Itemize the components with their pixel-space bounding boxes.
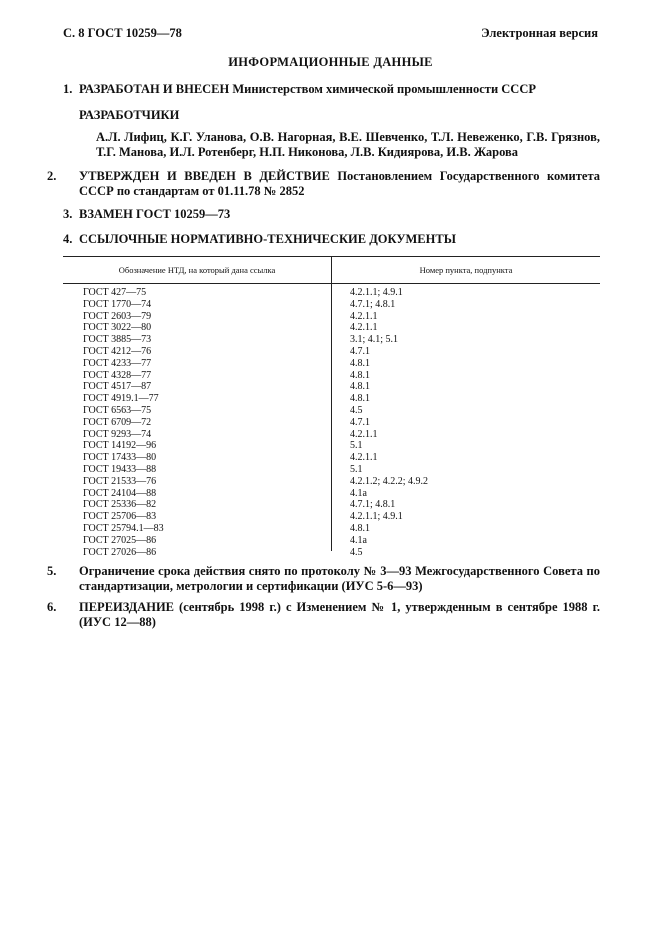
table-row bbox=[63, 311, 600, 323]
table-cell-document: ГОСТ 427—75 bbox=[83, 287, 147, 298]
table-row bbox=[63, 393, 600, 405]
page-header-right: Электронная версия bbox=[481, 26, 598, 40]
table-cell-clause: 5.1 bbox=[350, 440, 363, 452]
table-row bbox=[63, 287, 600, 299]
table-cell-document: ГОСТ 4212—76 bbox=[83, 345, 152, 357]
table-cell-clause: 5.1 bbox=[350, 463, 363, 475]
table-row bbox=[63, 322, 600, 334]
table-cell-clause: 4.8.1 bbox=[350, 522, 370, 534]
developers-heading-row bbox=[63, 108, 600, 123]
table-cell-document: ГОСТ 3885—73 bbox=[83, 334, 152, 346]
table-row bbox=[63, 381, 600, 393]
table-row bbox=[63, 523, 600, 535]
table-cell-clause: 4.7.1; 4.8.1 bbox=[350, 499, 396, 511]
table-cell-document: ГОСТ 27025—86 bbox=[83, 534, 157, 546]
table-cell-document: ГОСТ 2603—79 bbox=[83, 310, 152, 322]
table-cell-document: ГОСТ 4328—77 bbox=[83, 369, 152, 381]
item-3-heading: ВЗАМЕН ГОСТ 10259—73 bbox=[79, 207, 231, 221]
table-cell-document: ГОСТ 6563—75 bbox=[83, 404, 152, 416]
table-row bbox=[63, 488, 600, 500]
table-row bbox=[63, 499, 600, 511]
reference-table bbox=[63, 256, 600, 558]
table-row bbox=[63, 346, 600, 358]
item-1 bbox=[63, 82, 600, 97]
table-row bbox=[63, 358, 600, 370]
table-cell-document: ГОСТ 4919.1—77 bbox=[83, 393, 159, 405]
table-cell-document: ГОСТ 25336—82 bbox=[83, 499, 157, 511]
table-cell-document: ГОСТ 4233—77 bbox=[83, 357, 152, 369]
table-cell-clause: 4.2.1.1 bbox=[350, 452, 378, 464]
item-4-heading: ССЫЛОЧНЫЕ НОРМАТИВНО-ТЕХНИЧЕСКИЕ ДОКУМЕНТЫ bbox=[79, 232, 456, 246]
table-body bbox=[63, 287, 600, 558]
table-cell-clause: 4.2.1.1; 4.9.1 bbox=[350, 511, 403, 523]
table-cell-document: ГОСТ 25794.1—83 bbox=[83, 522, 164, 534]
table-cell-document: ГОСТ 19433—88 bbox=[83, 463, 157, 475]
item-2-text: Постановлением Государственного комитета СССР по стандартам от 01.11.78 № 2852 bbox=[79, 169, 600, 198]
table-cell-clause: 4.7.1 bbox=[350, 345, 370, 357]
page-header-left: С. 8 ГОСТ 10259—78 bbox=[63, 26, 182, 40]
table-cell-document: ГОСТ 25706—83 bbox=[83, 511, 157, 523]
item-5-text: Ограничение срока действия снято по протоколу № 3—93 Межгосударственного Совета по стандартизации, метрологии и сертификации (ИУС 5-6—93) bbox=[79, 564, 600, 593]
table-cell-clause: 4.5 bbox=[350, 404, 363, 416]
table-header-document: Обозначение НТД, на который дана ссылка bbox=[118, 265, 276, 275]
table-cell-document: ГОСТ 24104—88 bbox=[83, 487, 157, 499]
item-6 bbox=[47, 600, 600, 630]
table-cell-document: ГОСТ 9293—74 bbox=[83, 428, 152, 440]
table-cell-clause: 4.7.1; 4.8.1 bbox=[350, 298, 396, 310]
item-1-text: Министерством химической промышленности СССР bbox=[229, 82, 536, 96]
table-cell-clause: 4.2.1.1 bbox=[350, 428, 378, 440]
table-cell-clause: 4.2.1.2; 4.2.2; 4.9.2 bbox=[350, 475, 429, 487]
table-cell-clause: 4.1а bbox=[350, 487, 367, 499]
item-4 bbox=[63, 232, 600, 247]
table-row bbox=[63, 476, 600, 488]
item-6-number: 6. bbox=[47, 600, 57, 614]
item-5 bbox=[47, 564, 600, 594]
table-row bbox=[63, 370, 600, 382]
table-cell-clause: 4.8.1 bbox=[350, 393, 370, 405]
table-row bbox=[63, 464, 600, 476]
table-cell-clause: 3.1; 4.1; 5.1 bbox=[350, 334, 399, 346]
table-cell-document: ГОСТ 14192—96 bbox=[83, 440, 157, 452]
item-2 bbox=[47, 169, 600, 199]
developers-heading: РАЗРАБОТЧИКИ bbox=[79, 108, 180, 122]
table-row bbox=[63, 535, 600, 547]
table-row bbox=[63, 429, 600, 441]
table-row bbox=[63, 334, 600, 346]
item-6-text: ПЕРЕИЗДАНИЕ (сентябрь 1998 г.) с Изменением № 1, утвержденным в сентябре 1988 г. (ИУС 12—88) bbox=[79, 600, 600, 629]
table-header-row bbox=[63, 257, 600, 284]
table-cell-clause: 4.8.1 bbox=[350, 369, 370, 381]
table-cell-clause: 4.7.1 bbox=[350, 416, 370, 428]
table-cell-document: ГОСТ 4517—87 bbox=[83, 381, 152, 393]
table-row bbox=[63, 547, 600, 559]
item-4-number: 4. bbox=[63, 232, 73, 246]
table-header-clause: Номер пункта, подпункта bbox=[419, 265, 513, 275]
table-cell-clause: 4.5 bbox=[350, 546, 363, 558]
table-cell-clause: 4.8.1 bbox=[350, 357, 370, 369]
item-3 bbox=[63, 207, 600, 222]
table-cell-document: ГОСТ 27026—86 bbox=[83, 546, 157, 558]
item-5-number: 5. bbox=[47, 564, 57, 578]
table-row bbox=[63, 511, 600, 523]
item-2-heading: УТВЕРЖДЕН И ВВЕДЕН В ДЕЙСТВИЕ bbox=[79, 169, 330, 183]
item-1-heading: РАЗРАБОТАН И ВНЕСЕН bbox=[79, 82, 230, 96]
table-row bbox=[63, 405, 600, 417]
table-cell-document: ГОСТ 21533—76 bbox=[83, 475, 157, 487]
table-cell-document: ГОСТ 1770—74 bbox=[83, 298, 152, 310]
item-2-number: 2. bbox=[47, 169, 57, 183]
item-1-number: 1. bbox=[63, 82, 73, 96]
developers-list: А.Л. Лифиц, К.Г. Уланова, О.В. Нагорная, В.Е. Шевченко, Т.Л. Невеженко, Г.В. Грязнов, Т.Г. Манова, И.Л. Ротенберг, Н.П. Никонова, Л.В. Кидиярова, И.В. Жарова bbox=[96, 130, 600, 159]
table-cell-clause: 4.1а bbox=[350, 534, 367, 546]
table-row bbox=[63, 299, 600, 311]
table-cell-clause: 4.8.1 bbox=[350, 381, 370, 393]
table-row bbox=[63, 440, 600, 452]
table-row bbox=[63, 452, 600, 464]
table-cell-document: ГОСТ 17433—80 bbox=[83, 452, 157, 464]
item-3-number: 3. bbox=[63, 207, 73, 221]
table-cell-clause: 4.2.1.1 bbox=[350, 310, 378, 322]
page-title: ИНФОРМАЦИОННЫЕ ДАННЫЕ bbox=[228, 55, 433, 69]
table-cell-document: ГОСТ 6709—72 bbox=[83, 416, 152, 428]
table-cell-clause: 4.2.1.1 bbox=[350, 322, 378, 334]
table-cell-clause: 4.2.1.1; 4.9.1 bbox=[350, 287, 403, 298]
table-cell-document: ГОСТ 3022—80 bbox=[83, 322, 152, 334]
table-row bbox=[63, 417, 600, 429]
